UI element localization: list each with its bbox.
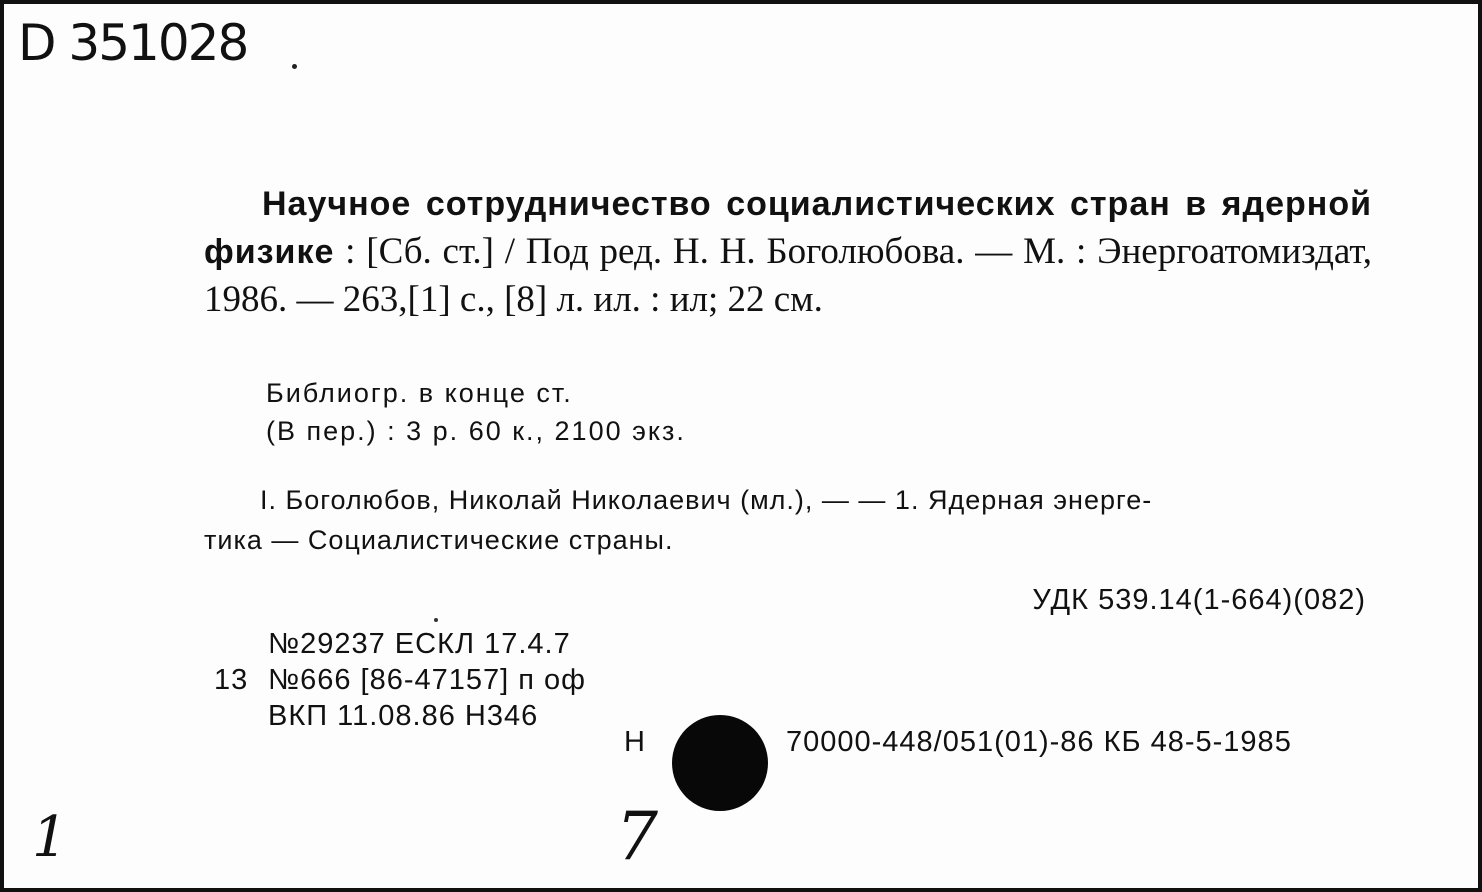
title-statement: : [Сб. ст.] / Под ред. Н. Н. Боголюбова. [334, 231, 965, 272]
tracings-section [204, 480, 1372, 560]
call-number-dot [292, 64, 297, 69]
udk-classification: УДК 539.14(1-664)(082) [1032, 584, 1366, 616]
bibliography-note: Библиогр. в конце ст. [266, 378, 573, 408]
handwritten-mark-center: 7 [616, 798, 658, 875]
tracing-line-1: I. Боголюбов, Николай Николаевич (мл.), — — 1. Ядерная энерге- [260, 485, 1153, 515]
tracing-line-2: тика — Социалистические страны. [204, 525, 674, 555]
publication-details: — М. : Энергоатомиздат, 1986. — 263,[1] с., [8] л. ил. : ил; 22 см. [204, 231, 1373, 320]
production-line-2: №666 [86-47157] п оф [268, 664, 587, 696]
isbn-prefix: Н [624, 726, 646, 758]
price-note: (В пер.) : 3 р. 60 к., 2100 экз. [266, 416, 686, 446]
book-title: Научное сотрудничество социалистических стран в ядерной физике [204, 185, 1372, 271]
bibliographic-description [204, 180, 1372, 323]
production-prefix: 13 [214, 664, 249, 696]
production-info [214, 626, 586, 734]
punch-hole [672, 715, 768, 811]
production-line-2-row [214, 662, 586, 698]
production-line-1: №29237 ЕСКЛ 17.4.7 [268, 628, 571, 660]
isbn-code: 70000-448/051(01)-86 КБ 48-5-1985 [785, 726, 1292, 758]
call-number: D 351028 [18, 14, 248, 72]
stray-dot [434, 618, 438, 622]
notes-section [266, 374, 686, 450]
handwritten-mark-left: 1 [32, 805, 68, 870]
production-line-3: ВКП 11.08.86 Н346 [268, 700, 539, 732]
